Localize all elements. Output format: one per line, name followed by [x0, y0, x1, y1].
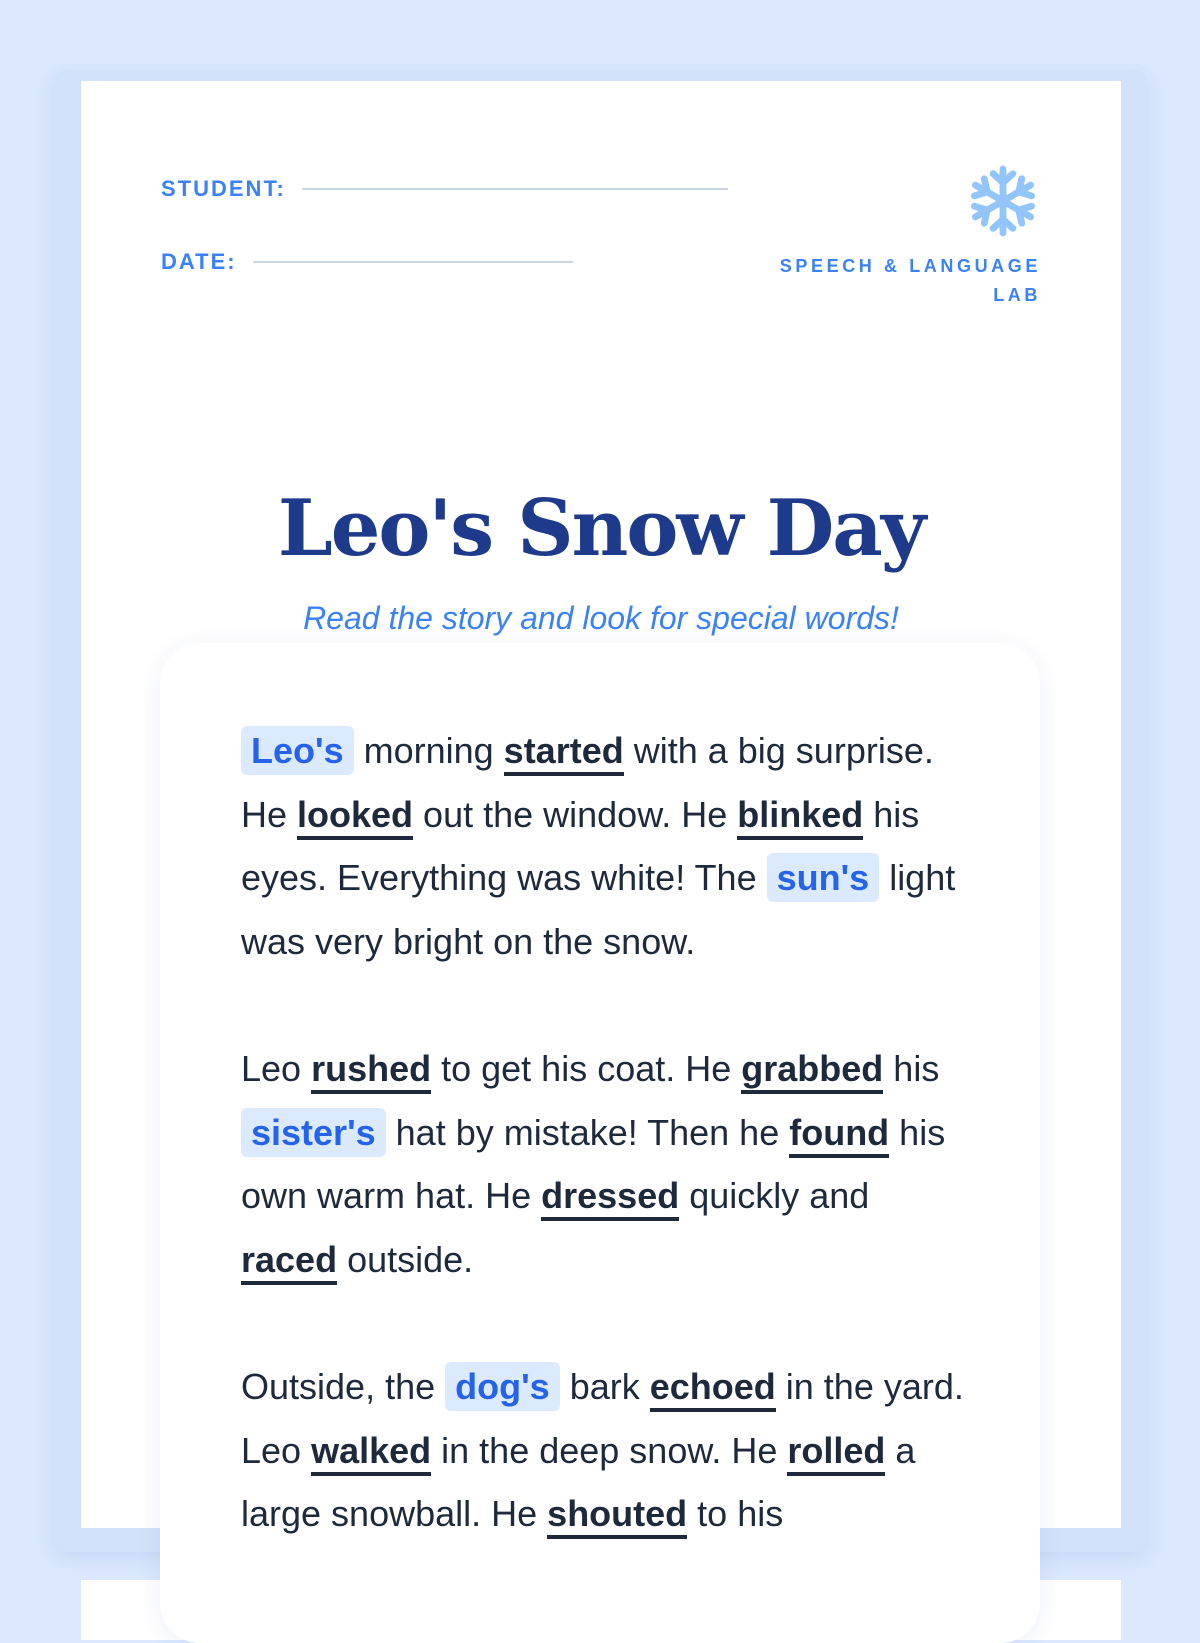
- past-tense-verb: walked: [311, 1430, 431, 1476]
- story-text: [241, 719, 971, 1610]
- story-text-run: out the window. He: [413, 793, 738, 835]
- story-text-run: to get his coat. He: [431, 1048, 742, 1089]
- story-text-run: bark: [559, 1366, 650, 1407]
- story-text-run: Leo: [241, 1048, 312, 1089]
- possessive-word: sister's: [241, 1108, 386, 1157]
- past-tense-verb: looked: [297, 794, 413, 840]
- possessive-word: dog's: [445, 1362, 560, 1411]
- story-card: [160, 643, 1040, 1643]
- past-tense-verb: shouted: [547, 1493, 687, 1539]
- story-text-run: with a big surprise. He: [241, 730, 934, 835]
- story-text-run: outside.: [337, 1238, 474, 1280]
- story-text-run: to his: [687, 1493, 784, 1534]
- possessive-word: Leo's: [241, 726, 354, 775]
- story-paragraph: [241, 719, 971, 973]
- past-tense-verb: dressed: [541, 1175, 679, 1221]
- past-tense-verb: grabbed: [741, 1048, 883, 1094]
- past-tense-verb: rushed: [311, 1048, 431, 1094]
- past-tense-verb: rolled: [787, 1430, 885, 1476]
- story-subtitle: Read the story and look for special words!: [303, 600, 899, 636]
- story-text-run: Outside, the: [241, 1366, 446, 1407]
- possessive-word: sun's: [767, 853, 880, 902]
- past-tense-verb: found: [789, 1112, 889, 1158]
- story-text-run: light was very bright on the snow.: [241, 857, 956, 962]
- student-label: STUDENT:: [161, 176, 286, 201]
- student-field: [161, 176, 728, 202]
- past-tense-verb: blinked: [737, 794, 863, 840]
- story-text-run: a large snowball. He: [241, 1429, 916, 1534]
- date-label: DATE:: [161, 249, 237, 274]
- story-text-run: his: [883, 1048, 940, 1089]
- story-text-run: his eyes. Everything was white! The: [241, 793, 920, 898]
- snowflake-icon: [965, 163, 1041, 239]
- story-text-run: quickly and: [679, 1175, 870, 1216]
- lab-name: SPEECH & LANGUAGE LAB: [779, 256, 1041, 305]
- date-field: [161, 249, 573, 275]
- past-tense-verb: started: [504, 730, 624, 776]
- lab-logo: [741, 163, 1041, 310]
- date-write-line[interactable]: [253, 261, 573, 263]
- story-text-run: in the yard. Leo: [241, 1366, 964, 1471]
- story-paragraph: [241, 1355, 971, 1546]
- student-write-line[interactable]: [302, 188, 728, 190]
- past-tense-verb: echoed: [650, 1366, 776, 1412]
- story-text-run: morning: [353, 730, 504, 771]
- story-title: Leo's Snow Day: [277, 483, 925, 574]
- story-text-run: in the deep snow. He: [431, 1429, 788, 1471]
- story-text-run: hat by mistake! Then he: [385, 1111, 790, 1153]
- past-tense-verb: raced: [241, 1239, 337, 1285]
- story-paragraph: [241, 1037, 971, 1291]
- story-text-run: his own warm hat. He: [241, 1111, 946, 1216]
